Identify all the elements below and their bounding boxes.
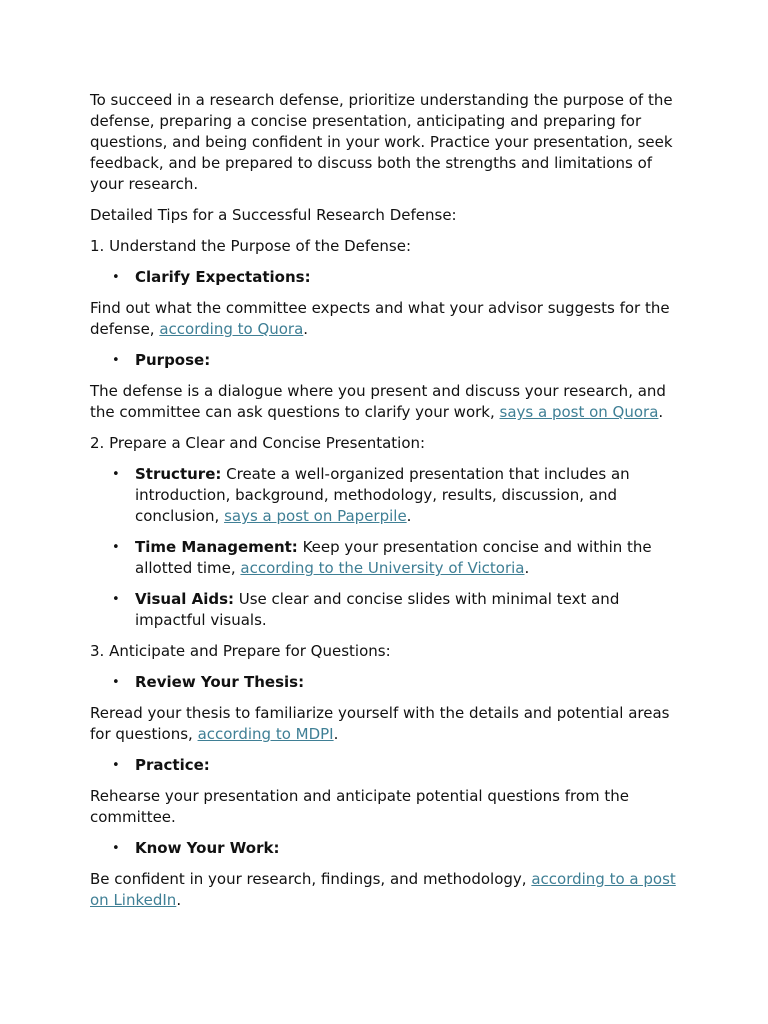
intro-paragraph: To succeed in a research defense, prioritize understanding the purpose of the defense, preparing a concise presentation, anticipating and preparing for questions, and being confident in your work. Practice your presentation, seek feedback, and be prepared to discuss both the strengths and limitations of your research. [90,91,673,193]
know-text: Be confident in your research, findings, and methodology, [90,870,532,888]
period: . [333,725,339,743]
purpose-paragraph [90,381,680,423]
bullet-title: Clarify Expectations: [135,268,311,286]
bullet-title: Time Management: [135,538,298,556]
bullet-practice [135,755,680,776]
bullet-title: Structure: [135,465,222,483]
link-says-a-post-on-quora[interactable]: says a post on Quora [499,403,659,421]
section-2-heading: 2. Prepare a Clear and Concise Presentation: [90,434,426,452]
bullet-time-management [135,537,680,579]
section-3-list-practice [90,755,680,776]
know-paragraph [90,869,680,911]
section-1-list-clarify [90,267,680,288]
practice-paragraph: Rehearse your presentation and anticipate potential questions from the committee. [90,787,630,826]
bullet-review-your-thesis [135,672,680,693]
bullet-purpose [135,350,680,371]
tips-heading: Detailed Tips for a Successful Research Defense: [90,206,457,224]
bullet-title: Purpose: [135,351,211,369]
bullet-structure [135,464,680,527]
link-according-to-quora[interactable]: according to Quora [159,320,304,338]
period: . [658,403,664,421]
review-text: Reread your thesis to familiarize yourself with the details and potential areas for questions, [90,704,670,743]
bullet-visual-aids [135,589,680,631]
link-according-to-the-university-of-victoria[interactable]: according to the University of Victoria [240,559,525,577]
link-according-to-mdpi[interactable]: according to MDPI [197,725,334,743]
section-3-heading: 3. Anticipate and Prepare for Questions: [90,642,391,660]
visual-text: Use clear and concise slides with minimal text and impactful visuals. [135,590,620,629]
time-text: Keep your presentation concise and within the allotted time, [135,538,652,577]
period: . [176,891,182,909]
period: . [406,507,412,525]
bullet-clarify-expectations [135,267,680,288]
clarify-paragraph [90,298,680,340]
bullet-know-your-work [135,838,680,859]
section-2-list [90,464,680,631]
purpose-text: The defense is a dialogue where you present and discuss your research, and the committee can ask questions to clarify your work, [90,382,666,421]
clarify-text: Find out what the committee expects and what your advisor suggests for the defense, [90,299,670,338]
section-1-list-purpose [90,350,680,371]
bullet-title: Review Your Thesis: [135,673,305,691]
review-paragraph [90,703,680,745]
bullet-title: Know Your Work: [135,839,280,857]
structure-text: Create a well-organized presentation that includes an introduction, background, methodology, results, discussion, and conclusion, [135,465,630,525]
link-according-to-a-post-on-linkedin[interactable]: according to a post on LinkedIn [90,870,676,909]
link-says-a-post-on-paperpile[interactable]: says a post on Paperpile [224,507,407,525]
bullet-title: Practice: [135,756,210,774]
period: . [524,559,530,577]
section-3-list-know [90,838,680,859]
section-1-heading: 1. Understand the Purpose of the Defense: [90,237,412,255]
bullet-title: Visual Aids: [135,590,234,608]
section-3-list-review [90,672,680,693]
period: . [303,320,309,338]
